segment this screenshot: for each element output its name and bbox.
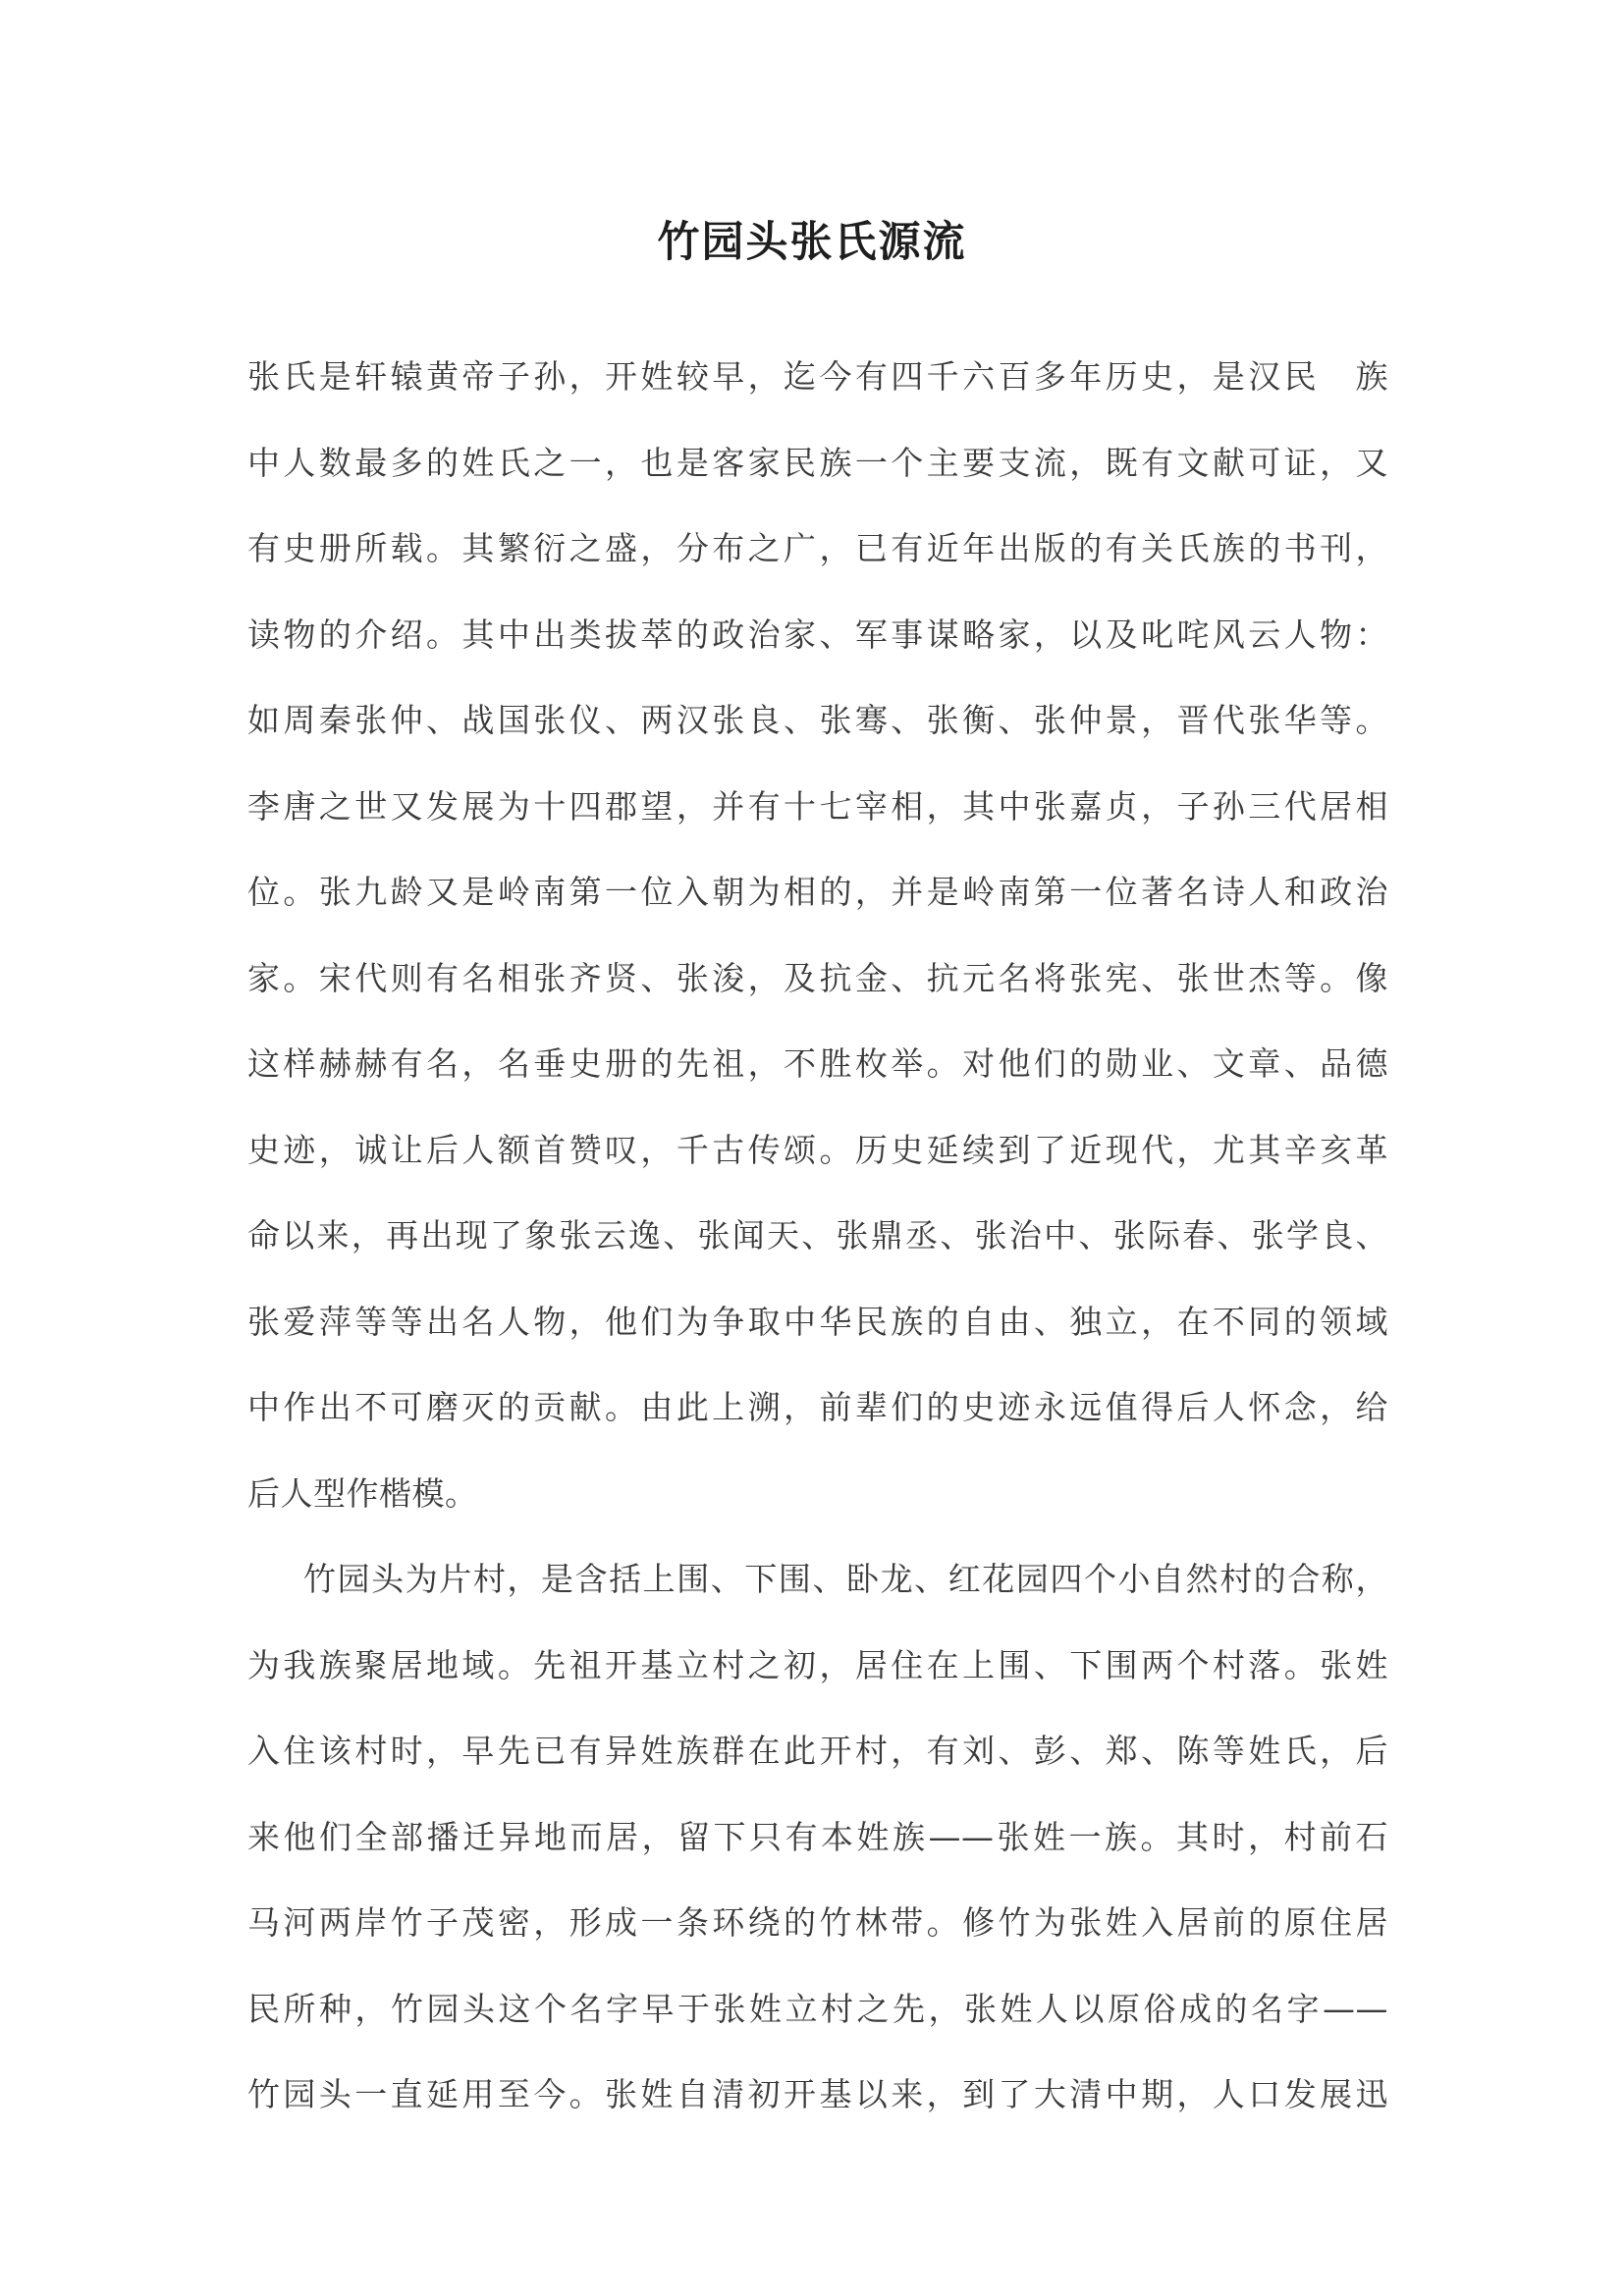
paragraph-line: 民所种，竹园头这个名字早于张姓立村之先，张姓人以原俗成的名字—— xyxy=(247,1989,1388,2028)
document-title: 竹园头张氏源流 xyxy=(657,218,967,267)
paragraph-line: 李唐之世又发展为十四郡望，并有十七宰相，其中张嘉贞，子孙三代居相 xyxy=(247,786,1388,826)
paragraph-line: 这样赫赫有名，名垂史册的先祖，不胜枚举。对他们的勋业、文章、品德 xyxy=(247,1044,1388,1083)
paragraph-line: 后人型作楷模。 xyxy=(247,1473,478,1513)
paragraph-line: 张氏是轩辕黄帝子孙，开姓较早，迄今有四千六百多年历史，是汉民 族 xyxy=(247,357,1388,396)
paragraph-line: 竹园头一直延用至今。张姓自清初开基以来，到了大清中期，人口发展迅 xyxy=(247,2075,1388,2113)
paragraph-line: 命以来，再出现了象张云逸、张闻天、张鼎丞、张治中、张际春、张学良、 xyxy=(247,1216,1388,1255)
paragraph-line: 中作出不可磨灭的贡献。由此上溯，前辈们的史迹永远值得后人怀念，给 xyxy=(247,1388,1388,1426)
paragraph-line: 张爱萍等等出名人物，他们为争取中华民族的自由、独立，在不同的领域 xyxy=(247,1302,1388,1341)
paragraph xyxy=(247,334,1388,1536)
paragraph-line: 如周秦张仲、战国张仪、两汉张良、张骞、张衡、张仲景，晋代张华等。 xyxy=(247,701,1388,739)
paragraph-line: 位。张九龄又是岭南第一位入朝为相的，并是岭南第一位著名诗人和政治 xyxy=(247,873,1388,911)
paragraph-line: 入住该村时，早先已有异姓族群在此开村，有刘、彭、郑、陈等姓氏，后 xyxy=(247,1732,1388,1770)
document-body xyxy=(247,334,1388,2138)
paragraph-line: 竹园头为片村，是含括上围、下围、卧龙、红花园四个小自然村的合称， xyxy=(303,1560,1388,1598)
paragraph-line: 读物的介绍。其中出类拔萃的政治家、军事谋略家，以及叱咤风云人物： xyxy=(247,614,1388,654)
paragraph-line: 中人数最多的姓氏之一，也是客家民族一个主要支流，既有文献可证，又 xyxy=(247,443,1388,482)
paragraph-line: 马河两岸竹子茂密，形成一条环绕的竹林带。修竹为张姓入居前的原住居 xyxy=(247,1903,1388,1942)
paragraph-line: 有史册所载。其繁衍之盛，分布之广，已有近年出版的有关氏族的书刊， xyxy=(247,529,1388,567)
paragraph-line: 家。宋代则有名相张齐贤、张浚，及抗金、抗元名将张宪、张世杰等。像 xyxy=(247,958,1388,997)
paragraph-line: 为我族聚居地域。先祖开基立村之初，居住在上围、下围两个村落。张姓 xyxy=(247,1645,1388,1684)
paragraph-line: 来他们全部播迁异地而居，留下只有本姓族——张姓一族。其时，村前石 xyxy=(247,1817,1388,1856)
paragraph xyxy=(247,1536,1388,2138)
paragraph-line: 史迹，诚让后人额首赞叹，千古传颂。历史延续到了近现代，尤其辛亥革 xyxy=(247,1130,1388,1169)
